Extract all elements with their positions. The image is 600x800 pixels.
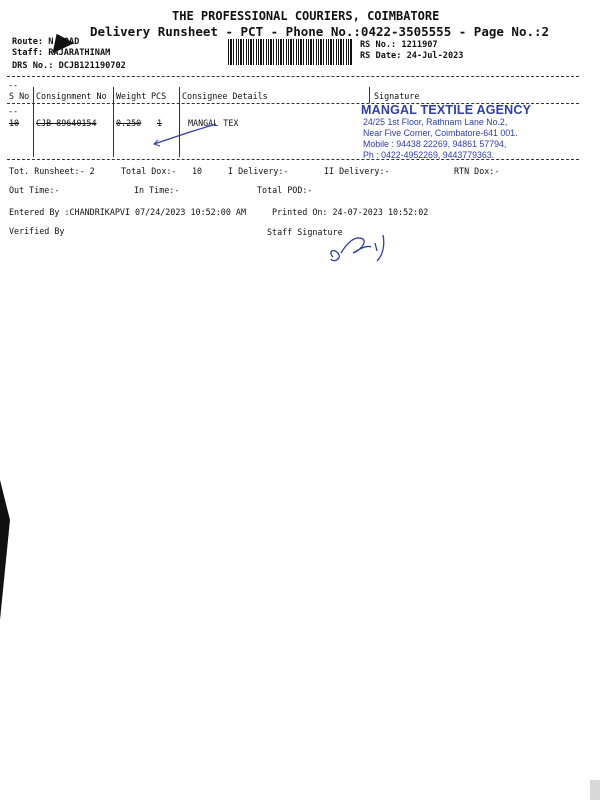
route-label: Route: N ROAD [12,37,80,47]
header-sno: S No [9,91,30,101]
total-pod-label: Total POD:- [257,185,313,195]
staff-label: Staff: RAJARATHINAM [12,48,111,58]
printed-on: Printed On: 24-07-2023 10:52:02 [272,207,429,217]
stamp-company-name: MANGAL TEXTILE AGENCY [361,103,532,117]
rs-date: RS Date: 24-Jul-2023 [360,51,464,61]
staff-signature-label: Staff Signature [267,227,343,237]
col-divider [33,87,34,157]
i-delivery-label: I Delivery:- [228,166,289,176]
header-consignee: Consignee Details [182,91,268,101]
stamp-address-line1: 24/25 1st Floor, Rathnam Lane No.2, [363,117,508,127]
stamp-address-line2: Near Five Corner, Coimbatore-641 001. [363,128,518,138]
col-divider [113,87,114,157]
out-time-label: Out Time:- [9,185,60,195]
rtn-dox-label: RTN Dox:- [454,166,500,176]
rs-number: RS No.: 1211907 [360,40,438,50]
dash-marker: -- [8,106,19,116]
header-consignment: Consignment No [36,91,107,101]
in-time-label: In Time:- [134,185,180,195]
barcode [228,39,352,65]
dash-marker: -- [8,80,19,90]
entered-by: Entered By :CHANDRIKAPVI 07/24/2023 10:52:00 AM [9,207,246,217]
stamp-mobile: Mobile : 94438 22269, 94861 57794, [363,139,507,149]
runsheet-title: Delivery Runsheet - PCT - Phone No.:0422-3505555 - Page No.:2 [90,24,550,39]
top-divider [7,76,579,77]
total-dox-label: Total Dox:- [121,166,177,176]
pen-tick-mark [150,120,220,150]
handwritten-signature [325,225,415,267]
header-pcs: PCS [151,91,167,101]
row-weight: 0.250 [116,118,142,128]
company-title: THE PROFESSIONAL COURIERS, COIMBATORE [172,9,440,23]
header-weight: Weight [116,91,147,101]
drs-number: DRS No.: DCJB121190702 [12,61,126,71]
header-signature: Signature [374,91,420,101]
scan-corner-shade [590,780,600,800]
col-divider [369,87,370,103]
verified-by-label: Verified By [9,226,65,236]
row-sno: 10 [9,118,20,128]
row-consignment: CJB 89640154 [36,118,97,128]
stamp-phone: Ph : 0422-4952269, 9443779363. [363,150,495,160]
scan-edge-shadow [0,480,10,620]
total-dox-value: 10 [192,166,203,176]
row-pcs: 1 [157,118,163,128]
row-consignee: MANGAL TEX [188,118,239,128]
ii-delivery-label: II Delivery:- [324,166,390,176]
total-runsheet: Tot. Runsheet:- 2 [9,166,95,176]
